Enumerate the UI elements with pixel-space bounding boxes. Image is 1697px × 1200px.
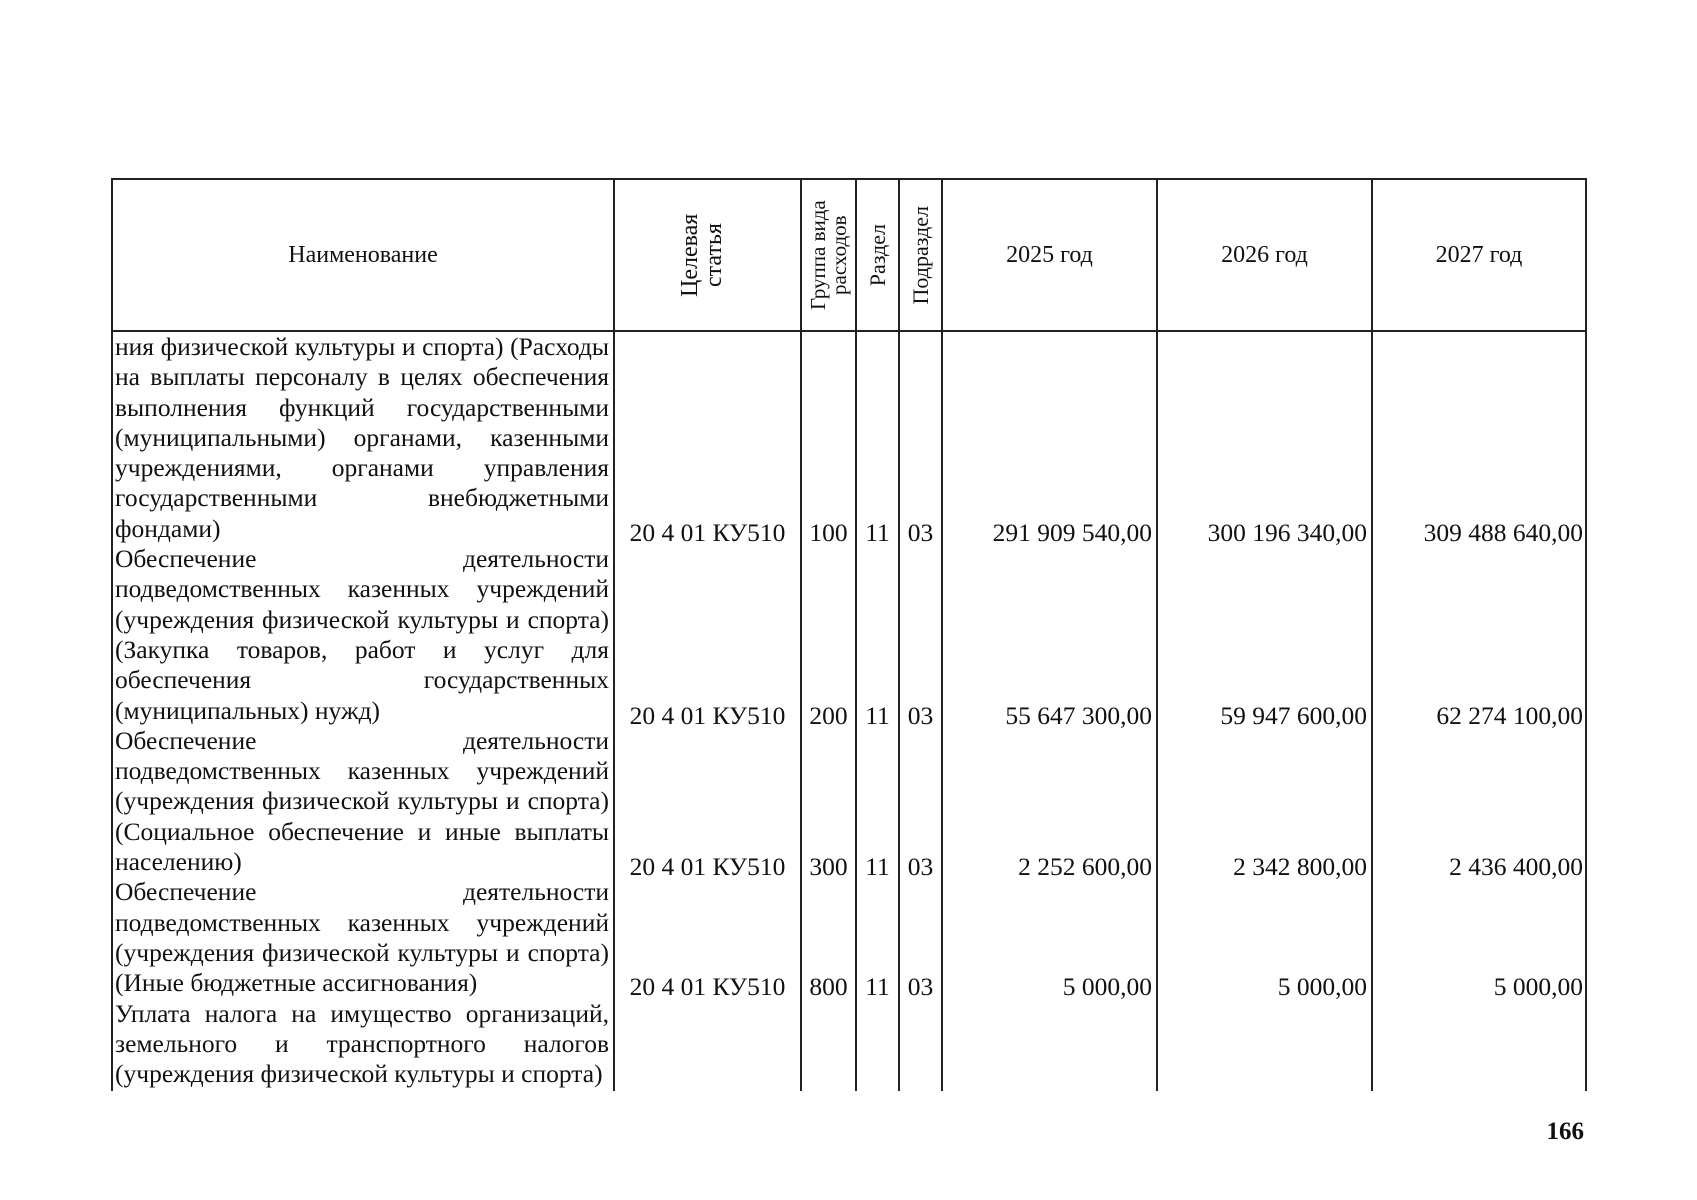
row-name: Уплата налога на имущество организаций, земельного и транспортного налогов (учреждения физической культуры и спорта) (115, 998, 609, 1089)
row-subsection: 03 (907, 972, 934, 1001)
row-section: 11 (865, 701, 890, 730)
budget-table (111, 178, 1587, 1091)
row-group: 300 (809, 852, 848, 881)
row-target: 20 4 01 КУ510 (629, 518, 786, 547)
header-section (857, 180, 898, 330)
header-expense-group-label: Группа вида расходов (805, 200, 851, 310)
row-amount-2025: 291 909 540,00 (992, 518, 1152, 547)
row-name: Обеспечение деятельности подведомственных казенных учреждений (учреждения физической культуры и спорта) (Иные бюджетные ассигнования) (115, 877, 609, 998)
row-subsection: 03 (907, 518, 934, 547)
row-amount-2027: 309 488 640,00 (1423, 518, 1583, 547)
row-section: 11 (865, 852, 890, 881)
row-target: 20 4 01 КУ510 (629, 852, 786, 881)
row-amount-2025: 5 000,00 (1062, 972, 1152, 1001)
header-year-2027-label: 2027 год (1435, 241, 1523, 268)
row-amount-2027: 5 000,00 (1493, 972, 1583, 1001)
row-amount-2027: 2 436 400,00 (1449, 852, 1583, 881)
row-amount-2025: 55 647 300,00 (1005, 701, 1152, 730)
header-subsection-label: Подраздел (907, 205, 933, 305)
header-subsection (900, 180, 941, 330)
row-subsection: 03 (907, 852, 934, 881)
header-name (113, 180, 613, 330)
header-target-label: Целевая статья (676, 213, 727, 297)
row-group: 100 (809, 518, 848, 547)
header-target (615, 180, 800, 330)
row-amount-2026: 2 342 800,00 (1233, 852, 1367, 881)
header-year-2026 (1158, 180, 1371, 330)
row-section: 11 (865, 518, 890, 547)
page-number: 166 (1546, 1118, 1584, 1145)
row-name: ния физической культуры и спорта) (Расходы на выплаты персоналу в целях обеспечения выполнения функций государственными (муниципальными) органами, казенными учреждениями, органами управления государственными внебюджетными фондами) (115, 332, 609, 543)
row-target: 20 4 01 КУ510 (629, 972, 786, 1001)
header-year-2025 (943, 180, 1156, 330)
header-name-label: Наименование (288, 241, 438, 268)
row-group: 800 (809, 972, 848, 1001)
row-amount-2026: 59 947 600,00 (1220, 701, 1367, 730)
row-name: Обеспечение деятельности подведомственных казенных учреждений (учреждения физической культуры и спорта) (Социальное обеспечение и иные выплаты населению) (115, 725, 609, 877)
header-expense-group (802, 180, 855, 330)
row-amount-2026: 5 000,00 (1277, 972, 1367, 1001)
row-amount-2026: 300 196 340,00 (1207, 518, 1367, 547)
header-year-2026-label: 2026 год (1221, 241, 1308, 268)
header-year-2025-label: 2025 год (1006, 241, 1093, 268)
row-amount-2025: 2 252 600,00 (1018, 852, 1152, 881)
row-group: 200 (809, 701, 848, 730)
row-target: 20 4 01 КУ510 (629, 701, 786, 730)
row-amount-2027: 62 274 100,00 (1436, 701, 1583, 730)
row-name: Обеспечение деятельности подведомственных казенных учреждений (учреждения физической культуры и спорта) (Закупка товаров, работ и услуг для обеспечения государственных (муниципальных) нужд) (115, 544, 609, 725)
row-subsection: 03 (907, 701, 934, 730)
name-column (115, 332, 609, 1089)
row-section: 11 (865, 972, 890, 1001)
header-section-label: Раздел (864, 223, 890, 287)
header-year-2027 (1373, 180, 1585, 330)
